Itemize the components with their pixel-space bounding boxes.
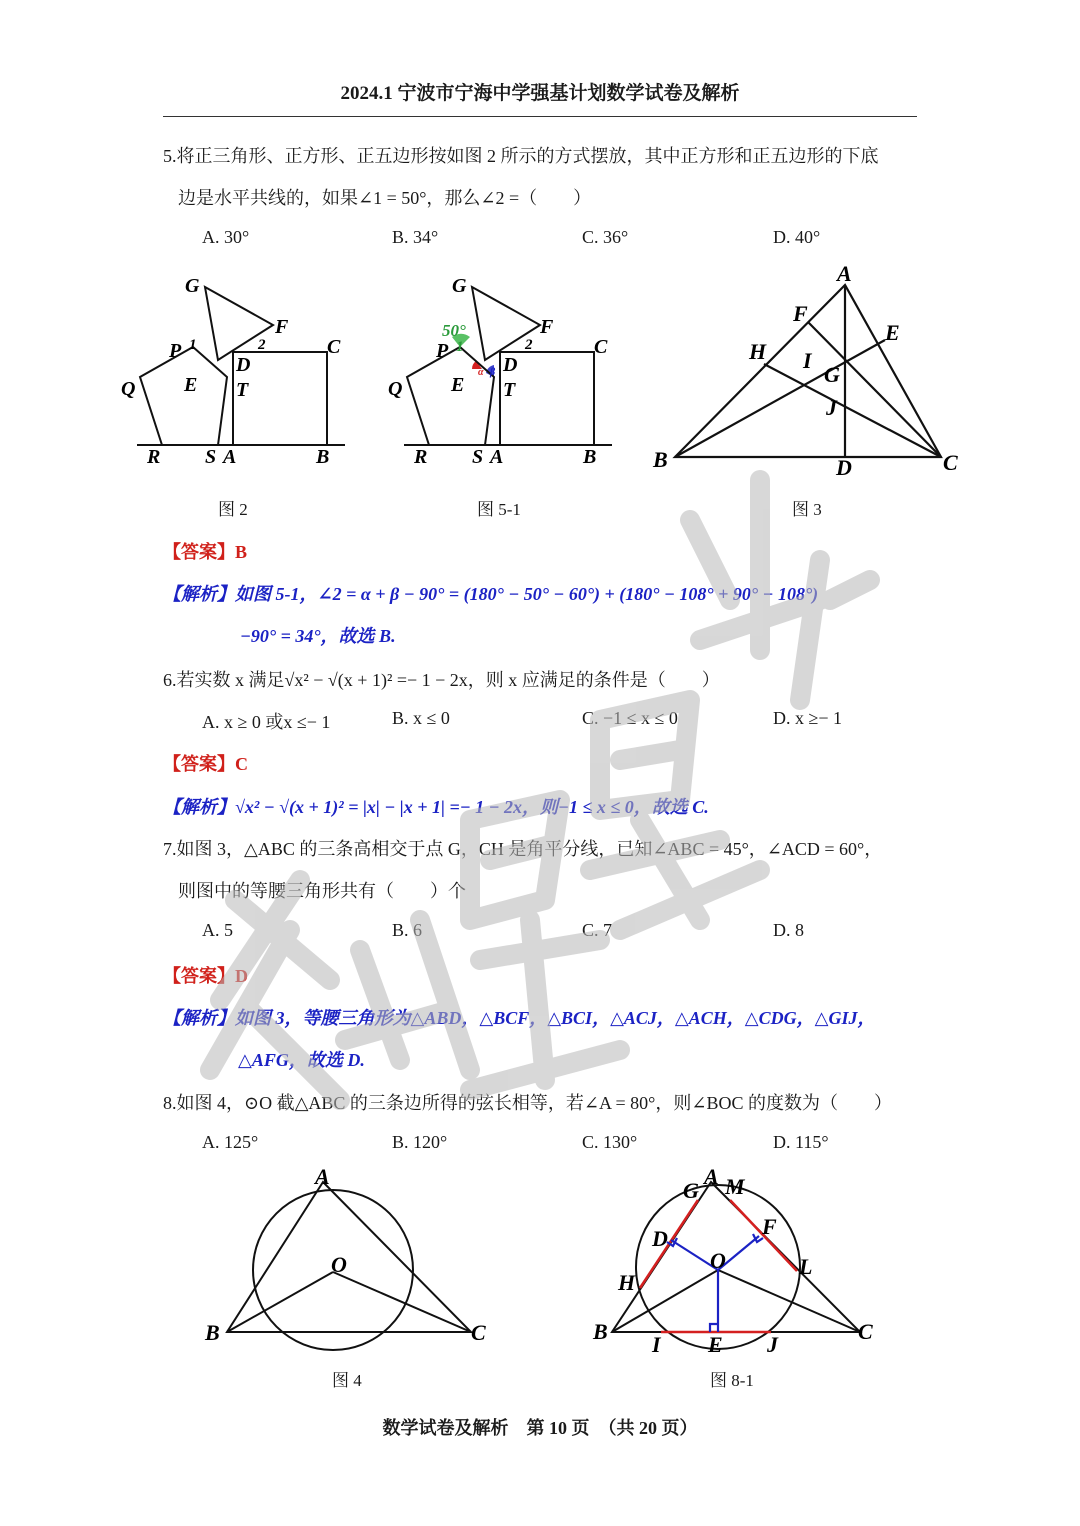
fig81-label-g: G	[683, 1178, 699, 1203]
fig2-label-g: G	[185, 275, 200, 297]
fig2-label-q: Q	[121, 378, 136, 400]
fig81-label-a: A	[704, 1164, 719, 1189]
q6-answer: 【答案】C	[163, 754, 248, 774]
fig81-label-j: J	[767, 1332, 778, 1357]
fig81-label-h: H	[618, 1270, 636, 1295]
q8-option-d: D. 115°	[773, 1132, 829, 1152]
fig51-label-e: E	[451, 374, 465, 396]
q6-option-c: C. −1 ≤ x ≤ 0	[582, 708, 678, 728]
q7-answer: 【答案】D	[163, 966, 248, 986]
fig2-label-2: 2	[258, 337, 266, 353]
fig4-caption: 图 4	[332, 1371, 362, 1390]
q6-stem: 6.若实数 x 满足√x² − √(x + 1)² =− 1 − 2x，则 x 应满足的条件是（ ）	[163, 670, 720, 690]
q8-option-b: B. 120°	[392, 1132, 448, 1152]
fig2-label-c: C	[327, 336, 341, 358]
fig3-label-g: G	[824, 362, 840, 387]
fig2-label-s: S	[205, 446, 217, 468]
fig81-label-o: O	[710, 1248, 726, 1273]
fig2-label-1: 1	[189, 337, 197, 353]
fig2-label-e: E	[184, 374, 198, 396]
q7-explanation-line1: 【解析】如图 3，等腰三角形为△ABD，△BCF，△BCI，△ACJ，△ACH，△CDG，△GIJ，	[163, 1008, 876, 1028]
q7-stem-line2: 则图中的等腰三角形共有（ ）个	[178, 881, 466, 901]
fig51-label-1: 1	[456, 339, 464, 355]
q7-option-c: C. 7	[582, 920, 613, 940]
fig51-label-b: B	[583, 446, 597, 468]
fig2-label-f: F	[275, 316, 289, 338]
fig51-label-q: Q	[388, 378, 403, 400]
fig3-label-a: A	[837, 261, 852, 286]
fig3-label-b: B	[653, 447, 668, 472]
fig3-label-f: F	[793, 301, 808, 326]
q6-explanation: 【解析】√x² − √(x + 1)² = |x| − |x + 1| =− 1 − 2x，则−1 ≤ x ≤ 0，故选 C.	[163, 797, 709, 817]
q6-option-d: D. x ≥− 1	[773, 708, 843, 728]
fig81-label-i: I	[652, 1332, 661, 1357]
fig2-label-d: D	[236, 354, 251, 376]
q8-option-a: A. 125°	[202, 1132, 259, 1152]
fig51-label-f: F	[540, 316, 554, 338]
fig51-caption: 图 5-1	[477, 500, 521, 519]
fig51-label-alpha: α	[478, 367, 484, 378]
fig51-label-2: 2	[525, 337, 533, 353]
fig51-label-d: D	[503, 354, 518, 376]
figure-8-1	[585, 1160, 895, 1360]
fig4-label-b: B	[205, 1320, 220, 1345]
fig4-label-a: A	[315, 1164, 330, 1189]
fig3-label-e: E	[885, 320, 900, 345]
fig3-caption: 图 3	[792, 500, 822, 519]
q5-option-c: C. 36°	[582, 227, 629, 247]
fig81-label-l: L	[799, 1254, 813, 1279]
fig4-label-o: O	[331, 1252, 347, 1277]
q5-explanation-line2: −90° = 34°，故选 B.	[240, 626, 396, 646]
fig3-label-c: C	[943, 450, 958, 475]
q8-option-c: C. 130°	[582, 1132, 638, 1152]
q5-explanation-line1: 【解析】如图 5-1，∠2 = α + β − 90° = (180° − 50° − 60°) + (180° − 108° + 90° − 108°)	[163, 584, 819, 604]
fig51-label-p: P	[436, 340, 449, 362]
fig51-label-r: R	[414, 446, 428, 468]
q6-option-b: B. x ≤ 0	[392, 708, 450, 728]
page-header: 2024.1 宁波市宁海中学强基计划数学试卷及解析	[340, 83, 740, 104]
q5-option-a: A. 30°	[202, 227, 250, 247]
fig51-label-a: A	[490, 446, 504, 468]
q7-option-d: D. 8	[773, 920, 804, 940]
fig51-label-beta: β	[490, 367, 496, 378]
q7-option-a: A. 5	[202, 920, 233, 940]
fig81-label-b: B	[593, 1319, 608, 1344]
fig51-label-c: C	[594, 336, 608, 358]
fig51-label-s: S	[472, 446, 484, 468]
q7-stem-line1: 7.如图 3，△ABC 的三条高相交于点 G，CH 是角平分线，已知∠ABC = 45°，∠ACD = 60°，	[163, 839, 883, 859]
q5-stem-line2: 边是水平共线的，如果∠1 = 50°，那么∠2 =（ ）	[178, 188, 592, 208]
q7-option-b: B. 6	[392, 920, 423, 940]
fig81-label-d: D	[652, 1226, 668, 1251]
fig3-label-h: H	[749, 339, 767, 364]
figure-5-1	[382, 265, 622, 475]
fig2-caption: 图 2	[218, 500, 248, 519]
fig3-label-i: I	[803, 348, 812, 373]
fig81-caption: 图 8-1	[710, 1371, 754, 1390]
q5-answer: 【答案】B	[163, 542, 248, 562]
fig3-label-d: D	[836, 455, 852, 480]
figure-3	[645, 260, 975, 485]
fig51-label-t: T	[503, 379, 516, 401]
q7-explanation-line2: △AFG，故选 D.	[238, 1050, 365, 1070]
header-rule	[163, 116, 917, 117]
fig81-label-m: M	[725, 1174, 745, 1199]
fig2-label-t: T	[236, 379, 249, 401]
fig81-label-f: F	[762, 1214, 777, 1239]
q5-stem-line1: 5.将正三角形、正方形、正五边形按如图 2 所示的方式摆放，其中正方形和正五边形的下底	[163, 146, 879, 166]
fig2-label-a: A	[223, 446, 237, 468]
fig2-label-b: B	[316, 446, 330, 468]
page-footer: 数学试卷及解析 第 10 页 （共 20 页）	[382, 1418, 698, 1438]
q5-option-d: D. 40°	[773, 227, 821, 247]
fig81-label-e: E	[708, 1332, 723, 1357]
fig3-label-j: J	[826, 395, 837, 420]
fig2-label-p: P	[169, 340, 182, 362]
fig81-label-c: C	[858, 1319, 873, 1344]
q8-stem: 8.如图 4，⊙O 截△ABC 的三条边所得的弦长相等，若∠A = 80°，则∠BOC 的度数为（ ）	[163, 1093, 892, 1113]
q6-option-a: A. x ≥ 0 或x ≤− 1	[202, 712, 331, 732]
fig51-label-50: 50°	[442, 321, 466, 340]
q5-option-b: B. 34°	[392, 227, 439, 247]
fig51-label-g: G	[452, 275, 467, 297]
figure-2	[115, 265, 355, 475]
fig4-label-c: C	[471, 1320, 486, 1345]
fig2-label-r: R	[147, 446, 161, 468]
figure-4	[195, 1160, 505, 1360]
